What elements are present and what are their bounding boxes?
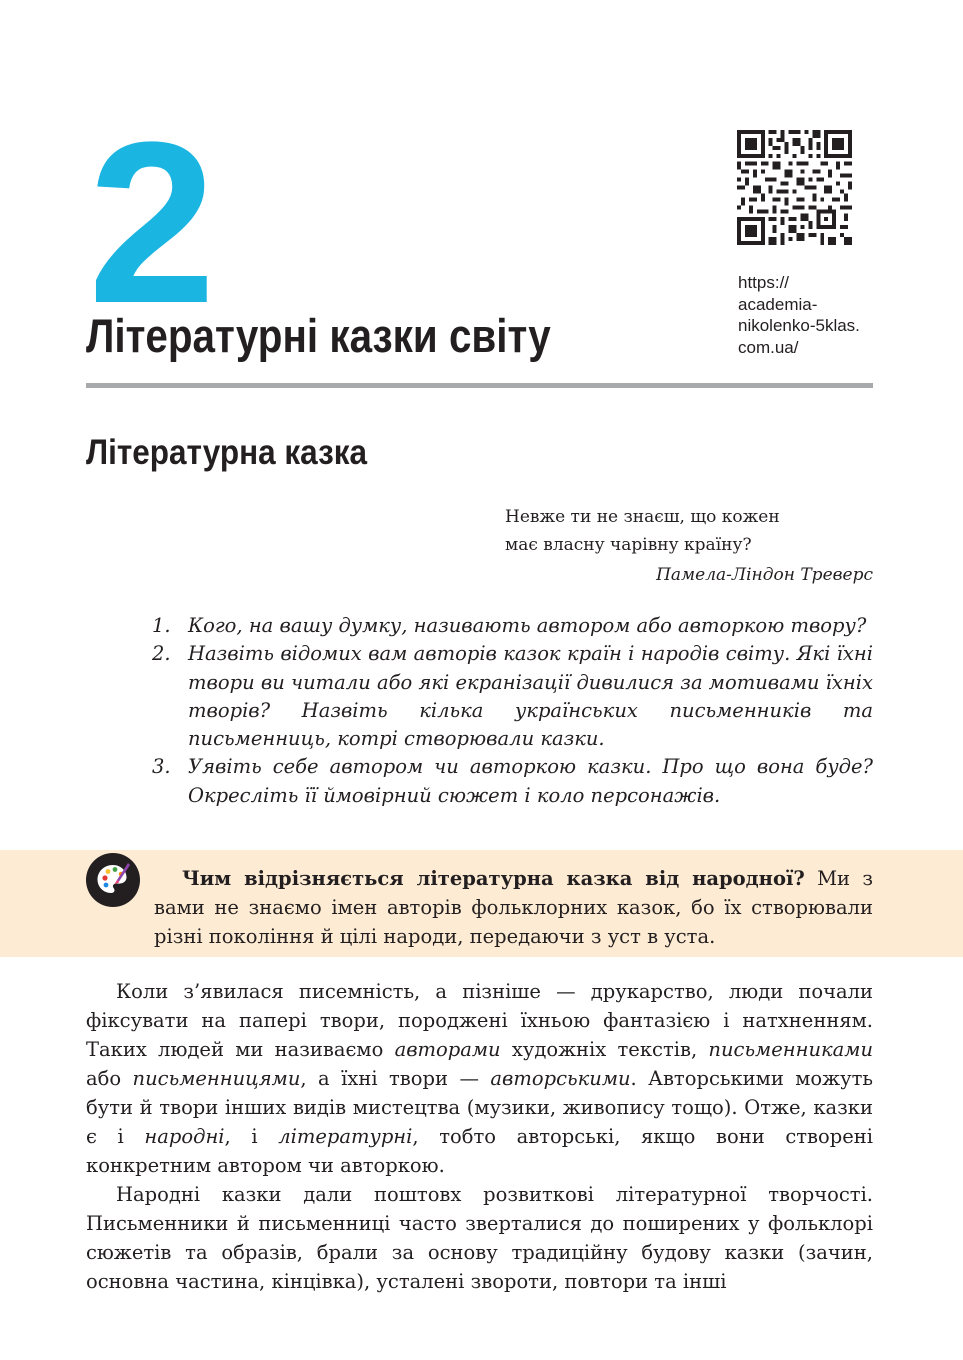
qr-code[interactable] [737, 130, 852, 245]
qr-url[interactable] [738, 272, 888, 358]
question-text: Уявіть себе автором чи авторкою казки. Про що вона буде? Окресліть її ймовірний сюжет і коло персонажів. [188, 755, 873, 807]
paragraph [86, 977, 873, 1180]
epigraph-line: має власну чарівну країну? [505, 535, 752, 555]
text-span: , і [224, 1125, 279, 1148]
epigraph-line: Невже ти не знаєш, що кожен [505, 507, 780, 527]
callout-text [154, 864, 873, 951]
question-text: Кого, на вашу думку, називають автором або авторкою твору? [188, 614, 867, 637]
qr-url-line: nikolenko-5klas. [738, 316, 860, 335]
chapter-number: 2 [88, 94, 212, 351]
paragraph: Народні казки дали поштовх розвиткові літературної творчості. Письменники й письменниці часто зверталися до поширених у фольклорі сюжетів та образів, брали за основу традиційну будову казки (зачин, основна частина, кінцівка), усталені звороти, повтори та інші [86, 1183, 873, 1293]
chapter-title: Літературні казки світу [86, 309, 551, 362]
question-number: 2. [152, 642, 171, 666]
text-span: , а їхні твори — [300, 1067, 491, 1090]
callout-answer: Ми з вами не знаємо імен авторів фольклорних казок, бо їх створювали різні покоління й цілі народи, передаючи з уст в уста. [154, 867, 873, 948]
question-number: 3. [152, 755, 171, 779]
epigraph-author: Памела-Ліндон Треверс [656, 565, 873, 585]
question-item [152, 753, 873, 810]
qr-url-line: academia- [738, 294, 818, 314]
text-span: Коли з’явилася писемність, а пізніше — друкарство, люди почали фіксувати на папері твори, породжені їхньою фантазією і натхненням. Таких людей ми називаємо [86, 980, 873, 1061]
text-span: . Авторськими можуть бути й твори інших видів мистецтва (музики, живопису тощо). Отже, казки є і [86, 1067, 873, 1148]
question-item [152, 612, 873, 640]
question-text: Назвіть відомих вам авторів казок країн і народів світу. Які їхні твори ви читали або які екранізації дивилися за мотивами їхніх творів? Назвіть кілька українських письменників та письменниць, котрі створювали казки. [188, 642, 873, 751]
body-text [86, 977, 873, 1296]
emphasis: письменницями [132, 1067, 301, 1090]
question-item [152, 640, 873, 753]
emphasis: авторськими [490, 1067, 631, 1090]
question-number: 1. [152, 614, 171, 637]
emphasis: письменниками [708, 1038, 874, 1061]
section-title: Літературна казка [86, 433, 368, 472]
epigraph [505, 503, 873, 589]
emphasis: літературні [278, 1125, 413, 1148]
chapter-divider [86, 383, 873, 388]
emphasis: авторами [394, 1038, 501, 1061]
text-span: , тобто авторські, якщо вони створені конкретним автором чи авторкою. [86, 1125, 873, 1177]
qr-url-line: com.ua/ [738, 337, 799, 357]
qr-url-line: https:// [738, 273, 790, 292]
emphasis: народні [144, 1125, 225, 1148]
questions-list [152, 612, 873, 810]
palette-icon [86, 853, 140, 907]
text-span: або [86, 1067, 133, 1090]
callout-question: Чим відрізняється літературна казка від народної? [182, 867, 805, 890]
text-span: художніх текстів, [500, 1038, 709, 1061]
